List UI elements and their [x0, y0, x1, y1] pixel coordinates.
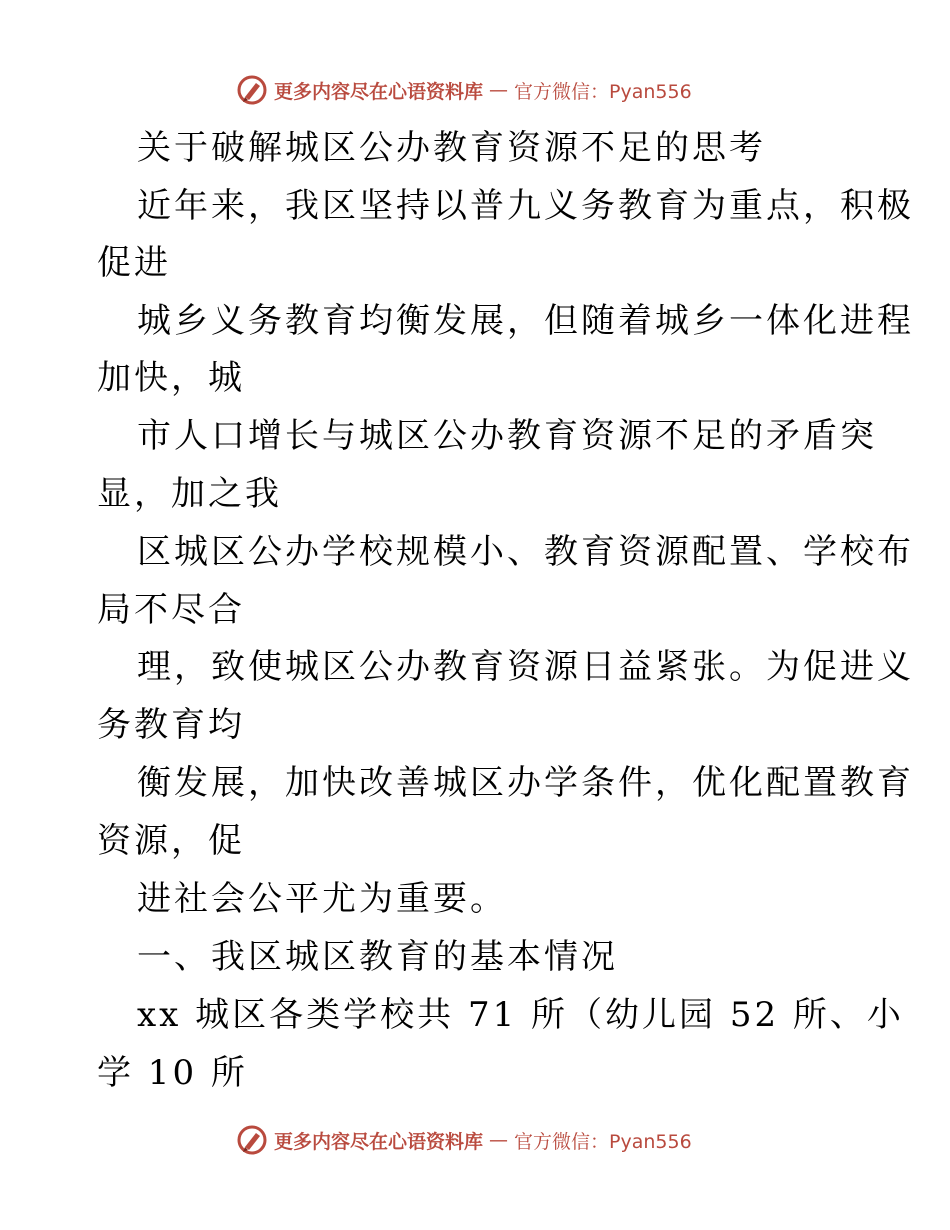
- document-title: 关于破解城区公办教育资源不足的思考: [137, 128, 766, 168]
- pen-logo-icon: [236, 74, 268, 106]
- paragraph-line: 显，加之我: [97, 474, 282, 514]
- watermark-dash: —: [489, 79, 509, 101]
- paragraph-line: 近年来，我区坚持以普九义务教育为重点，积极: [137, 186, 914, 226]
- paragraph-line: 促进: [97, 243, 171, 283]
- paragraph-line: 局不尽合: [97, 590, 245, 630]
- paragraph-line: xx 城区各类学校共 71 所（幼儿园 52 所、小: [137, 995, 904, 1035]
- paragraph-line: 学 10 所: [97, 1053, 248, 1093]
- watermark-brand: 更多内容尽在心语资料库: [274, 80, 484, 103]
- paragraph-line: 城乡义务教育均衡发展，但随着城乡一体化进程: [137, 301, 914, 341]
- watermark-dash: —: [489, 1129, 509, 1151]
- pen-logo-icon: [236, 1124, 268, 1156]
- paragraph-line: 衡发展，加快改善城区办学条件，优化配置教育: [137, 763, 914, 803]
- watermark-banner-bottom: [236, 1124, 692, 1156]
- watermark-wechat: 官方微信：Pyan556: [514, 80, 692, 103]
- watermark-brand: 更多内容尽在心语资料库: [274, 1130, 484, 1153]
- paragraph-line: 加快，城: [97, 358, 245, 398]
- paragraph-line: 进社会公平尤为重要。: [137, 879, 507, 919]
- paragraph-line: 资源，促: [97, 821, 245, 861]
- paragraph-line: 市人口增长与城区公办教育资源不足的矛盾突: [137, 416, 877, 456]
- watermark-wechat: 官方微信：Pyan556: [514, 1130, 692, 1153]
- paragraph-line: 理，致使城区公办教育资源日益紧张。为促进义: [137, 647, 914, 687]
- section-heading: 一、我区城区教育的基本情况: [137, 937, 618, 977]
- paragraph-line: 区城区公办学校规模小、教育资源配置、学校布: [137, 532, 914, 572]
- paragraph-line: 务教育均: [97, 705, 245, 745]
- watermark-banner-top: [236, 74, 692, 106]
